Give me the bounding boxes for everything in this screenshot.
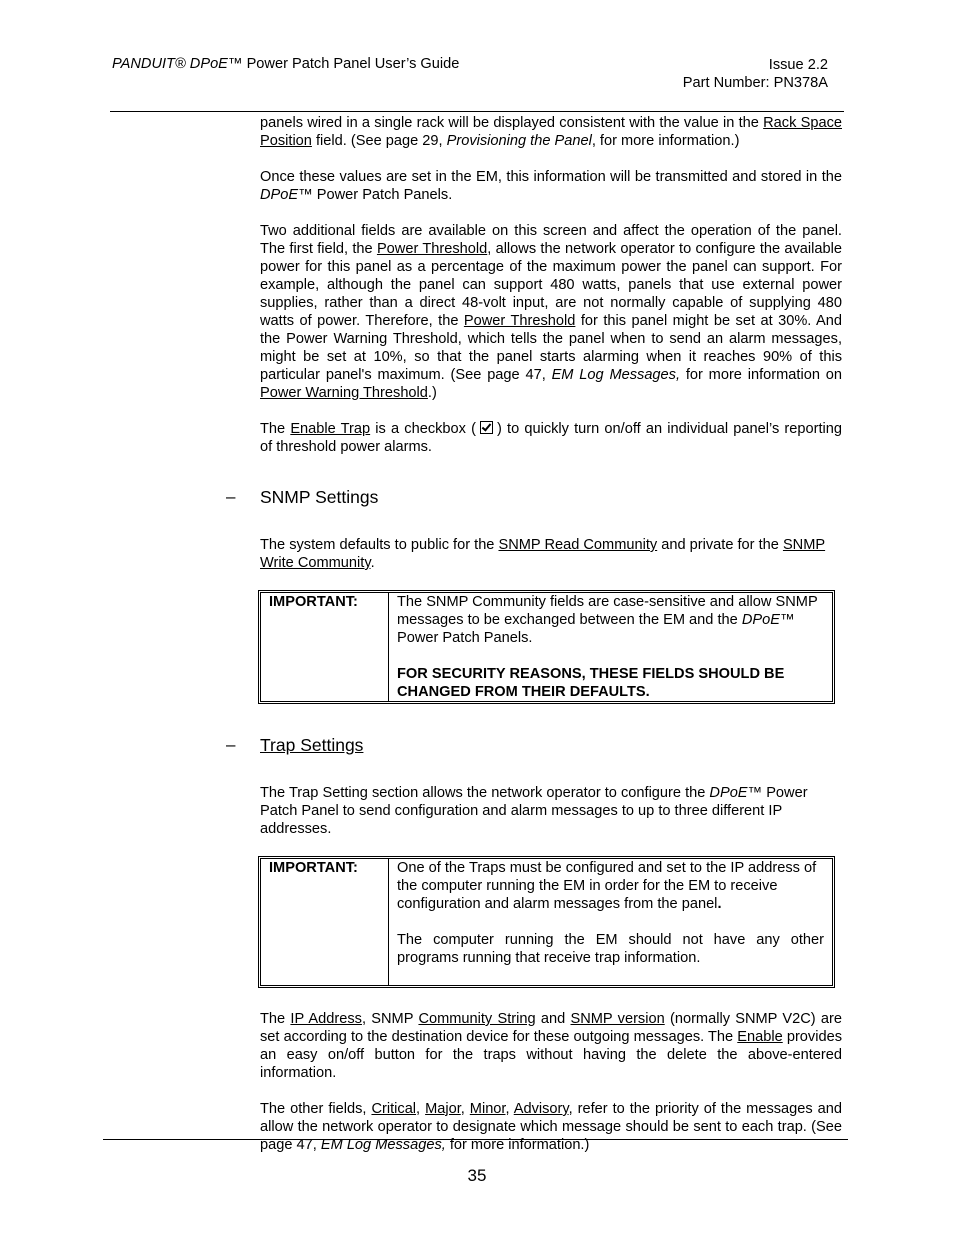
text-span: for this panel might be set at 30%. And the Power Warning Threshold, which tells the panel when to send an alarm messages, might be set at 10%, so that the panel starts alarming when it reaches 90% of this particular panel's maximum. (See page 47, [260, 313, 842, 383]
text-span: One of the Traps must be configured and set to the IP address of the computer running the EM in order for the EM to receive configuration and alarm messages from the panel [397, 860, 817, 912]
field-ref-power-threshold: Power Threshold [463, 313, 576, 329]
product-name: DPoE [709, 785, 748, 801]
product-name: DPoE [260, 187, 299, 203]
field-ref-minor: Minor [469, 1101, 506, 1117]
important-body [389, 859, 832, 985]
field-ref-critical: Critical [371, 1101, 417, 1117]
field-ref-ip-address: IP Address [290, 1011, 362, 1027]
text-span: The Trap Setting section allows the network operator to configure the [260, 785, 710, 801]
important-body [389, 593, 832, 701]
text-span: provides an easy on/off button for the traps without having the delete the above-entered information. [260, 1029, 842, 1081]
field-ref-advisory: Advisory [513, 1101, 569, 1117]
field-ref-power-warning-threshold: Power Warning Threshold [260, 385, 428, 401]
paragraph-trap-intro [260, 784, 842, 838]
text-span: The [260, 421, 291, 437]
text-span: , SNMP [361, 1011, 419, 1027]
important-text [397, 593, 824, 647]
text-span: . [717, 896, 722, 912]
header-product: DPoE™ [189, 56, 243, 72]
spacer [397, 967, 824, 985]
text-span: field. (See page 29, [311, 133, 447, 149]
checkbox-checked-icon [480, 421, 493, 434]
field-ref-enable: Enable [737, 1029, 783, 1045]
important-callout-trap [258, 856, 835, 988]
text-span: and [535, 1011, 571, 1027]
text-span: The system defaults to public for the [260, 537, 499, 553]
section-heading-snmp [226, 486, 842, 508]
text-span: The other fields, [260, 1101, 372, 1117]
spacer [397, 913, 824, 931]
paragraph-rack-space [260, 114, 842, 150]
field-ref-power-threshold: Power Threshold [376, 241, 488, 257]
text-span: for more information.) [445, 1137, 590, 1153]
footer-rule [103, 1139, 848, 1140]
paragraph-em-values [260, 168, 842, 204]
text-span: is a checkbox ( [370, 421, 476, 437]
field-ref-enable-trap: Enable Trap [290, 421, 371, 437]
important-callout-snmp [258, 590, 835, 704]
text-span: , [416, 1101, 426, 1117]
field-ref-community-string: Community String [418, 1011, 536, 1027]
header-title-rest: Power Patch Panel User’s Guide [242, 56, 460, 72]
field-ref-rack-space-position: Rack Space Position [260, 115, 842, 149]
header-part-number: Part Number: PN378A [682, 75, 828, 91]
important-label: IMPORTANT: [261, 859, 389, 985]
text-span: Once these values are set in the EM, this information will be transmitted and stored in the [260, 169, 842, 185]
text-span: , allows the network operator to configure the available power for this panel as a percentage of the maximum power the panel can support. For example, although the panel can support 480 watts, panels that use external power supplies, rather than a direct 48-volt input, are not normally capable of supplying 480 watts of power. Therefore, the [260, 241, 842, 329]
text-span: , [505, 1101, 514, 1117]
text-span: .) [427, 385, 437, 401]
section-title: Trap Settings [260, 735, 364, 755]
paragraph-trap-fields [260, 1010, 842, 1082]
section-ref-em-log: EM Log Messages, [551, 367, 681, 383]
important-text [397, 859, 824, 913]
dash-bullet-icon: – [226, 735, 236, 754]
paragraph-snmp-defaults [260, 536, 842, 572]
text-span: (normally SNMP V2C) are set according to the destination device for these outgoing messages. The [260, 1011, 843, 1045]
spacer [397, 647, 824, 665]
text-span: and private for the [657, 537, 783, 553]
paragraph-enable-trap [260, 420, 842, 456]
header-issue: Issue 2.2 [768, 57, 828, 73]
section-ref-em-log: EM Log Messages, [320, 1137, 446, 1153]
text-span: ) to quickly turn on/off an individual panel’s reporting of threshold power alarms. [260, 421, 843, 455]
text-span: , for more information.) [591, 133, 740, 149]
field-ref-snmp-write-community: SNMP Write Community [260, 537, 826, 571]
important-warning: FOR SECURITY REASONS, THESE FIELDS SHOULD BE CHANGED FROM THEIR DEFAULTS. [397, 666, 785, 700]
product-name: DPoE [741, 612, 780, 628]
paragraph-priority-fields [260, 1100, 842, 1154]
section-ref-provisioning: Provisioning the Panel [446, 133, 592, 149]
page-body [226, 114, 843, 1172]
text-span: ™ Power Patch Panels. [397, 612, 795, 646]
paragraph-power-threshold [260, 222, 842, 402]
text-span: . [370, 555, 375, 571]
text-span: The [260, 1011, 291, 1027]
page-number: 35 [467, 1166, 487, 1185]
text-span: The SNMP Community fields are case-sensitive and allow SNMP messages to be exchanged between the EM and the [397, 594, 818, 628]
running-header-title [112, 56, 459, 72]
text-span: ™ Power Patch Panel to send configuration and alarm messages to up to three different IP addresses. [260, 785, 808, 837]
dash-bullet-icon: – [226, 487, 236, 506]
header-brand: PANDUIT® [112, 56, 186, 72]
text-span: for more information on [680, 367, 842, 383]
text-span: , refer to the priority of the messages and allow the network operator to designate which message should be sent to each trap. (See page 47, [260, 1101, 843, 1153]
field-ref-snmp-version: SNMP version [570, 1011, 665, 1027]
text-span: , [460, 1101, 470, 1117]
important-text: The computer running the EM should not have any other programs running that receive trap information. [397, 932, 824, 966]
text-span: Two additional fields are available on this screen and affect the operation of the panel. The first field, the [260, 223, 842, 257]
important-label: IMPORTANT: [261, 593, 389, 701]
section-title: SNMP Settings [260, 487, 379, 507]
text-span: ™ Power Patch Panels. [298, 187, 453, 203]
section-heading-trap [226, 734, 842, 756]
header-rule [110, 111, 844, 112]
running-header-meta [683, 56, 828, 92]
text-span: panels wired in a single rack will be displayed consistent with the value in the [260, 115, 764, 131]
field-ref-major: Major [425, 1101, 461, 1117]
field-ref-snmp-read-community: SNMP Read Community [498, 537, 658, 553]
